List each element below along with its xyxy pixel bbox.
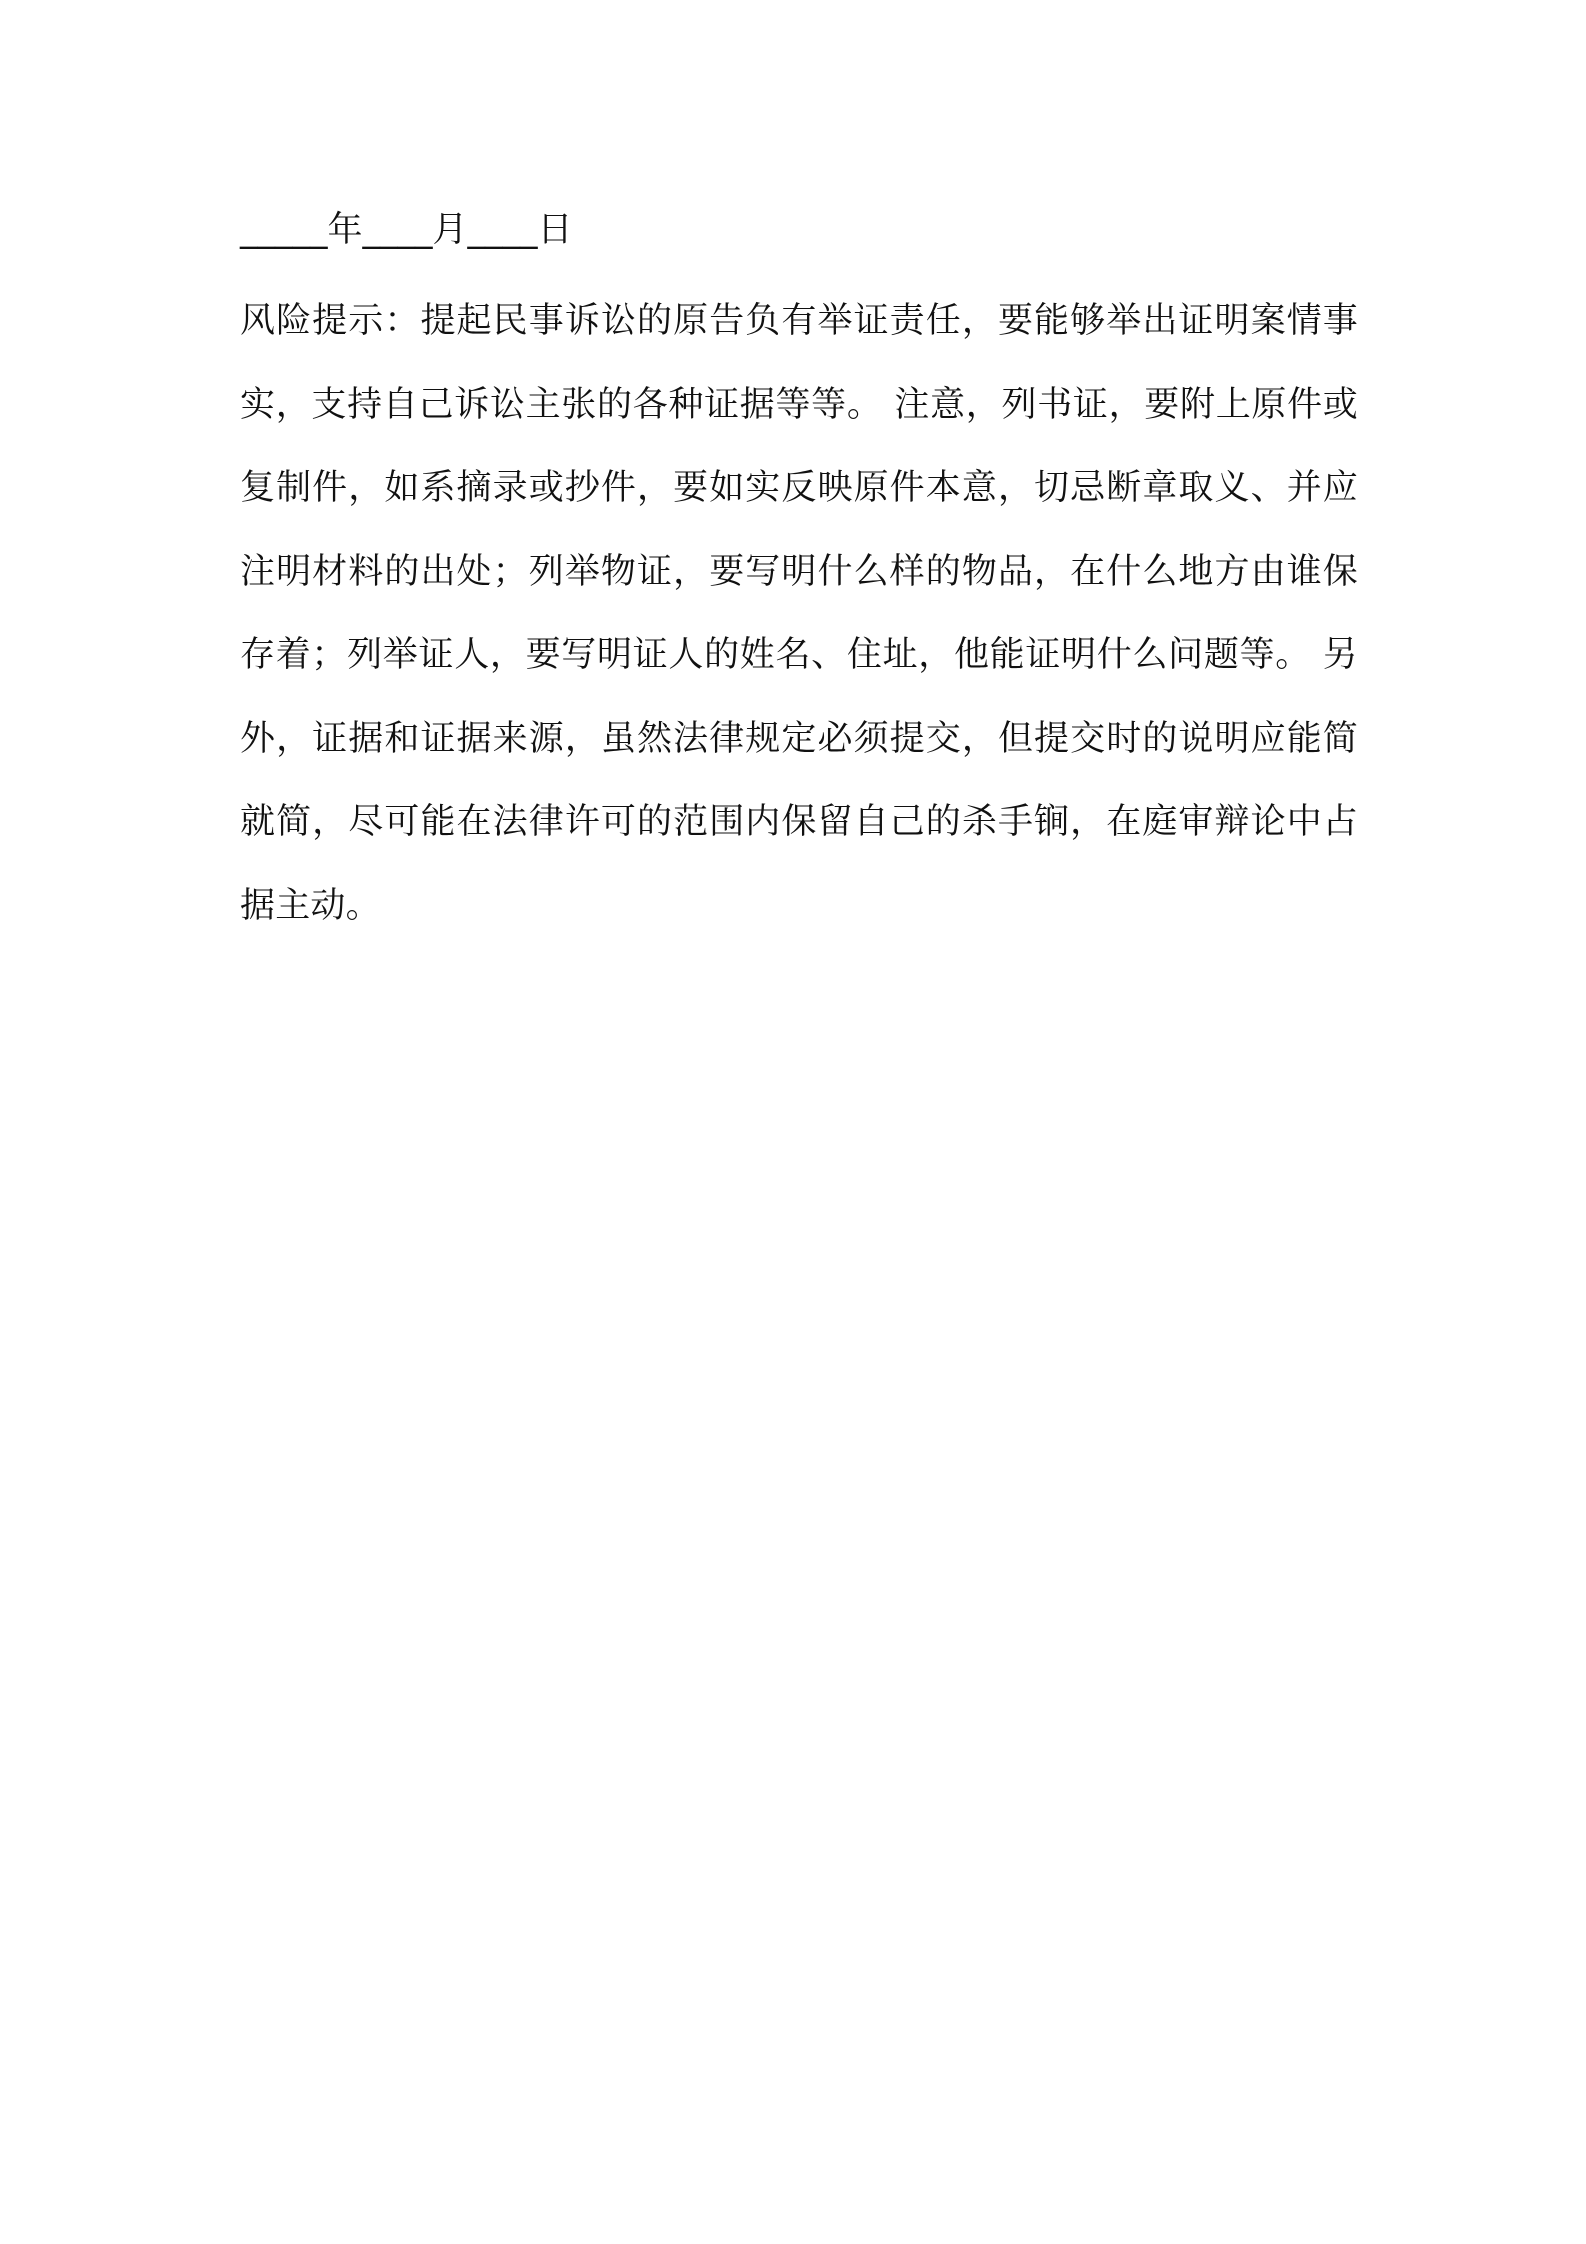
document-body [240,196,1358,948]
risk-notice-paragraph: 风险提示：提起民事诉讼的原告负有举证责任，要能够举出证明案情事实，支持自己诉讼主张的各种证据等等。 注意，列书证，要附上原件或复制件，如系摘录或抄件，要如实反映原件本意，切忌断章取义、并应注明材料的出处；列举物证，要写明什么样的物品，在什么地方由谁保存着；列举证人，要写明证人的姓名、住址，他能证明什么问题等。 另外，证据和证据来源，虽然法律规定必须提交，但提交时的说明应能简就简，尽可能在法律许可的范围内保留自己的杀手锏，在庭审辩论中占据主动。 [240,301,1358,926]
date-line: _____年____月____日 [240,210,573,250]
